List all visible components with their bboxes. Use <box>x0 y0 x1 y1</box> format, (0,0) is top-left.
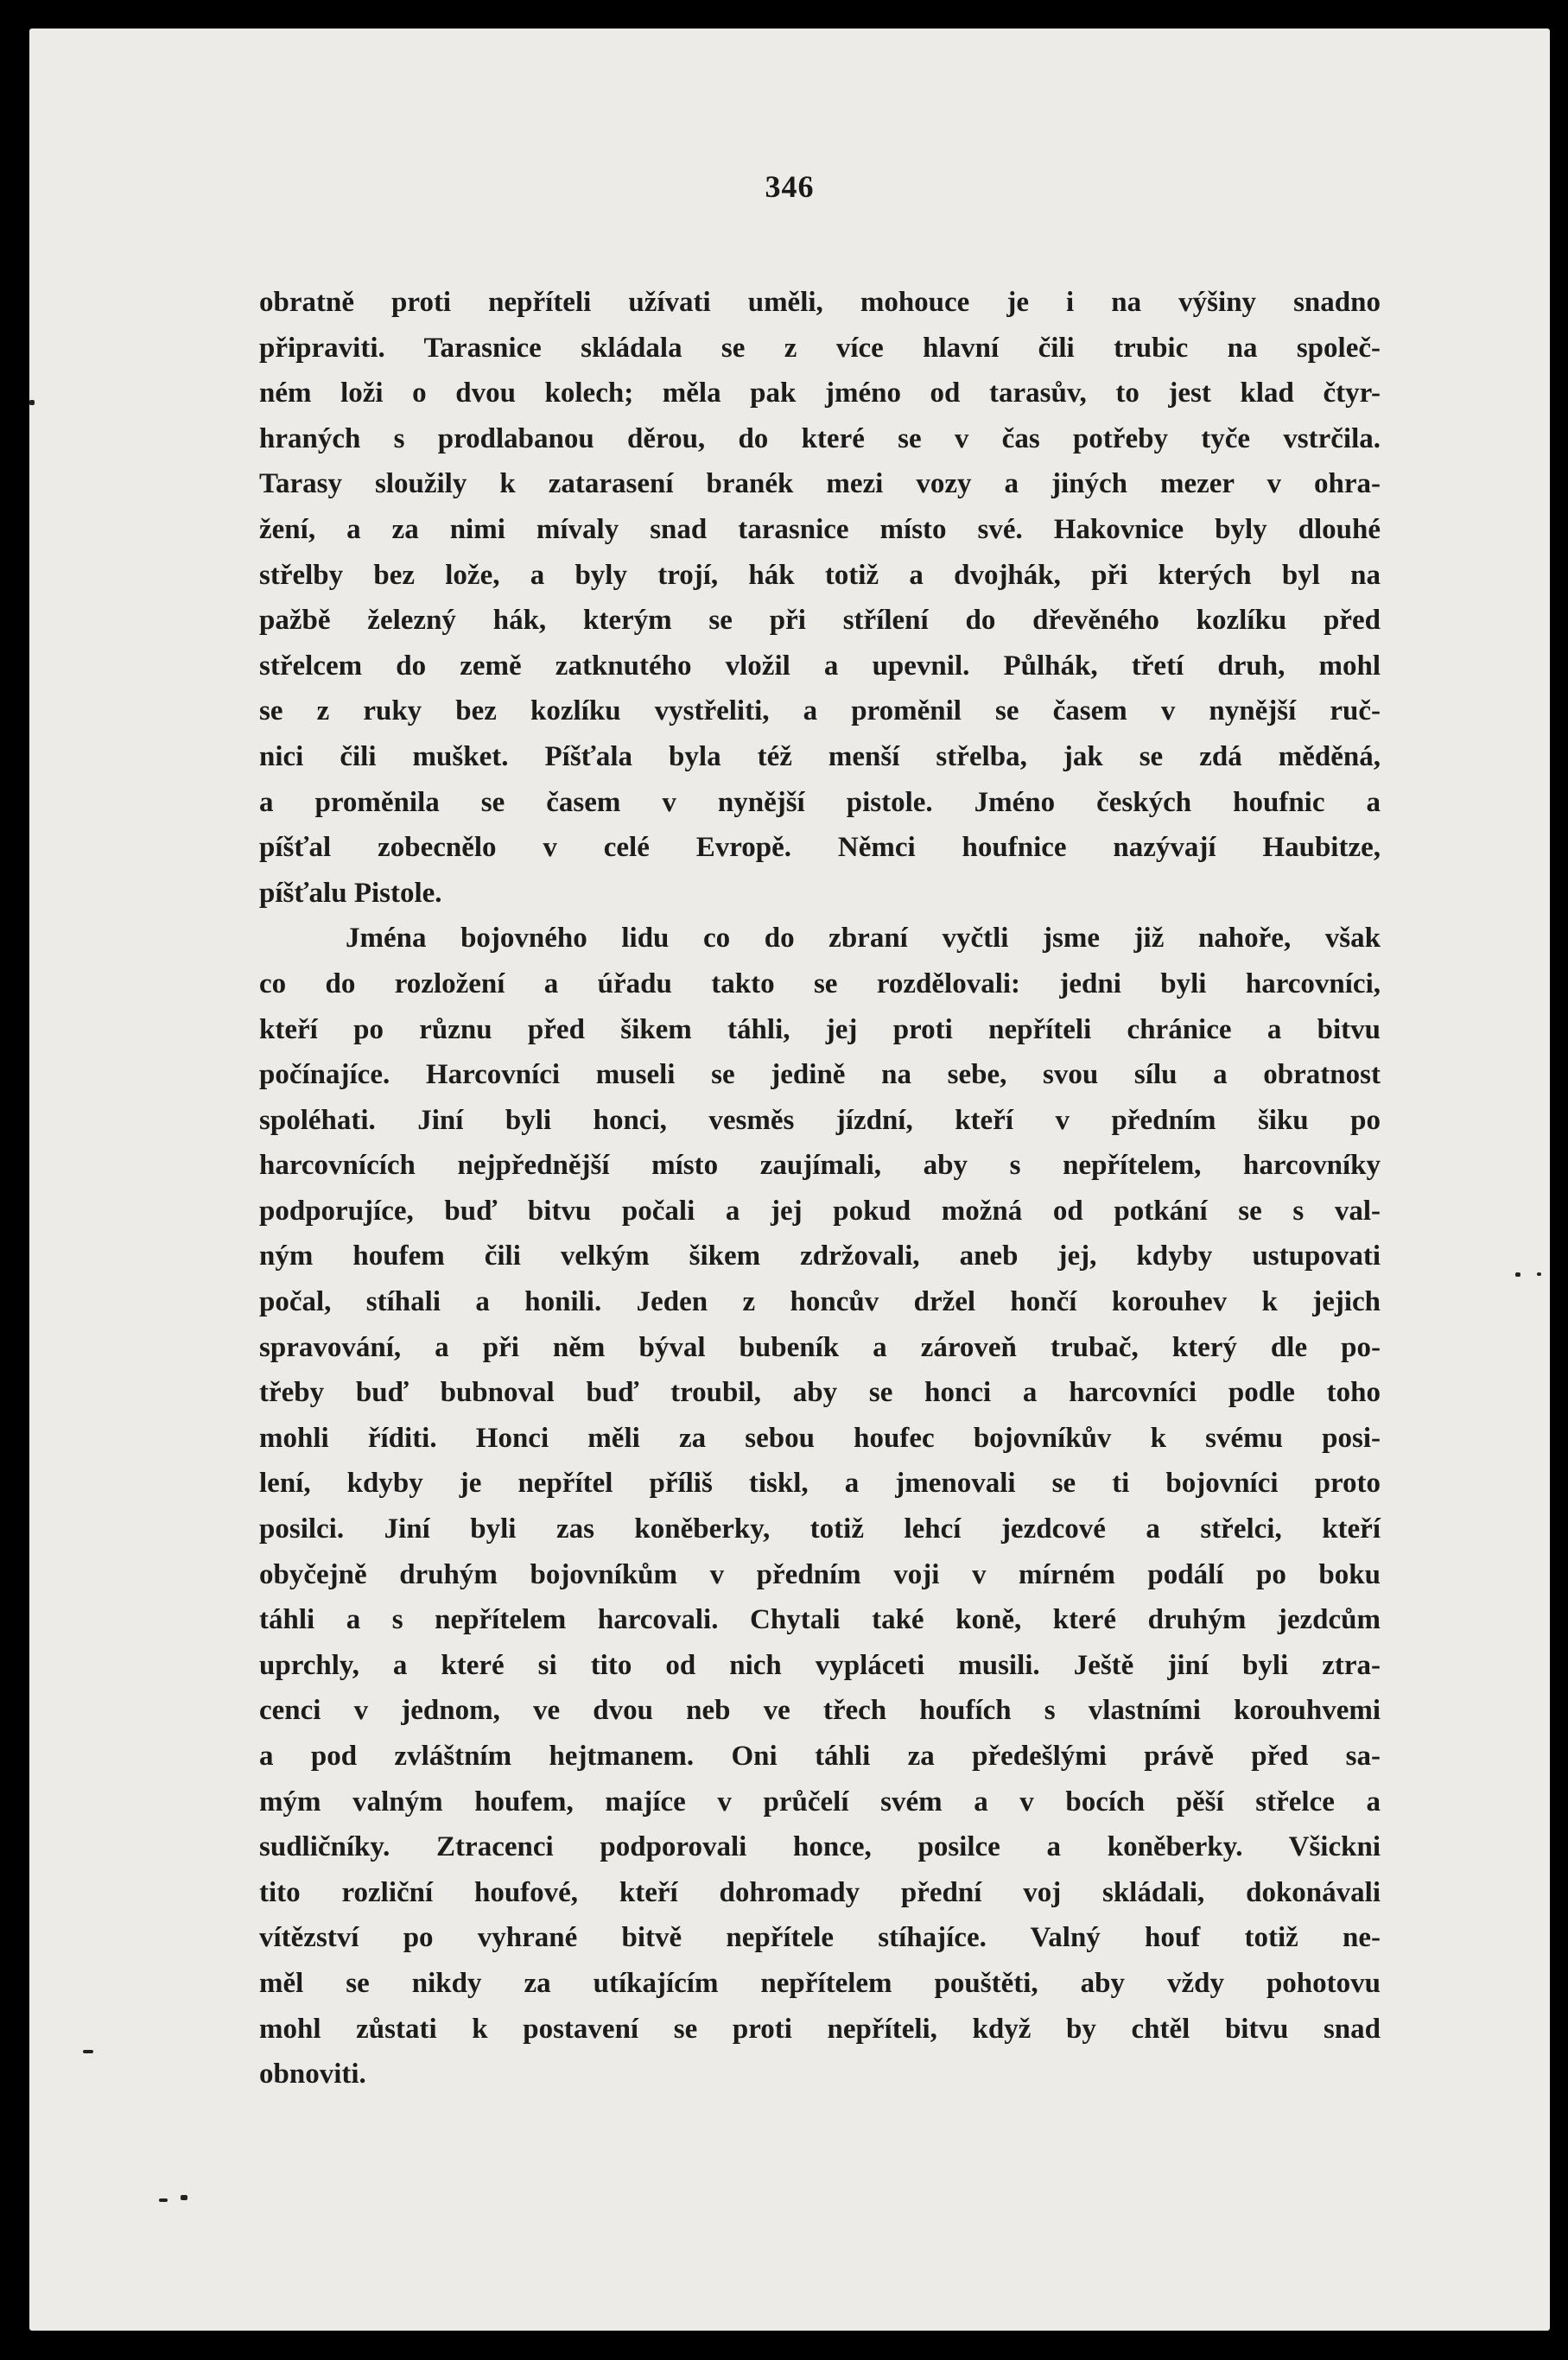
text-line: obratně proti nepříteli užívati uměli, mohouce je i na výšiny snadno <box>259 287 1381 318</box>
text-line: žení, a za nimi mívaly snad tarasnice místo své. Hakovnice byly dlouhé <box>259 513 1381 545</box>
text-line: pažbě železný hák, kterým se při střílení do dřevěného kozlíku před <box>259 605 1381 637</box>
text-line: táhli a s nepřítelem harcovali. Chytali také koně, které druhým jezdcům <box>259 1604 1381 1636</box>
text-line: spoléhati. Jiní byli honci, vesměs jízdní, kteří v předním šiku po <box>259 1104 1381 1136</box>
scan-speck <box>181 2195 187 2200</box>
text-line: obyčejně druhým bojovníkům v předním voji v mírném podálí po boku <box>259 1558 1381 1590</box>
text-line: uprchly, a které si tito od nich vypláceti musili. Ještě jiní byli ztra- <box>259 1649 1381 1681</box>
text-line: nici čili mušket. Píšťala byla též menší střelba, jak se zdá měděná, <box>259 740 1381 772</box>
scan-speck <box>1515 1272 1520 1277</box>
text-line: ným houfem čili velkým šikem zdržovali, aneb jej, kdyby ustupovati <box>259 1240 1381 1272</box>
text-line: cenci v jednom, ve dvou neb ve třech houfích s vlastními korouhvemi <box>259 1695 1381 1727</box>
scanned-page <box>29 29 1550 2331</box>
text-line: Jména bojovného lidu co do zbraní vyčtli jsme již nahoře, však <box>346 923 1381 955</box>
text-line: a proměnila se časem v nynější pistole. Jméno českých houfnic a <box>259 786 1381 818</box>
text-line: se z ruky bez kozlíku vystřeliti, a proměnil se časem v nynější ruč- <box>259 695 1381 727</box>
text-line: píšťal zobecnělo v celé Evropě. Němci houfnice nazývají Haubitze, <box>259 832 1381 864</box>
text-line: ném loži o dvou kolech; měla pak jméno od tarasův, to jest klad čtyr- <box>259 377 1381 409</box>
text-line: obnoviti. <box>259 2059 366 2090</box>
body-text <box>259 280 1381 2097</box>
text-line: třeby buď bubnoval buď troubil, aby se honci a harcovníci podle toho <box>259 1377 1381 1409</box>
scan-speck <box>83 2050 93 2053</box>
text-line: tito rozliční houfové, kteří dohromady přední voj skládali, dokonávali <box>259 1876 1381 1908</box>
text-line: mohli říditi. Honci měli za sebou houfec bojovníkův k svému posi- <box>259 1422 1381 1454</box>
text-line: a pod zvláštním hejtmanem. Oni táhli za předešlými právě před sa- <box>259 1741 1381 1772</box>
text-line: Tarasy sloužily k zatarasení branék mezi vozy a jiných mezer v ohra- <box>259 468 1381 500</box>
text-line: sudličníky. Ztracenci podporovali honce, posilce a koněberky. Všickni <box>259 1831 1381 1863</box>
text-line: střelby bez lože, a byly trojí, hák totiž a dvojhák, při kterých byl na <box>259 559 1381 591</box>
text-line: posilci. Jiní byli zas koněberky, totiž lehcí jezdcové a střelci, kteří <box>259 1513 1381 1545</box>
text-line: počal, stíhali a honili. Jeden z honcův držel hončí korouhev k jejich <box>259 1286 1381 1318</box>
text-line: píšťalu Pistole. <box>259 877 442 909</box>
text-line: mým valným houfem, majíce v průčelí svém a v bocích pěší střelce a <box>259 1786 1381 1818</box>
text-line: mohl zůstati k postavení se proti nepříteli, když by chtěl bitvu snad <box>259 2013 1381 2045</box>
text-line: kteří po různu před šikem táhli, jej proti nepříteli chránice a bitvu <box>259 1013 1381 1045</box>
text-line: lení, kdyby je nepřítel příliš tiskl, a jmenovali se ti bojovníci proto <box>259 1468 1381 1500</box>
text-line: vítězství po vyhrané bitvě nepřítele stíhajíce. Valný houf totiž ne- <box>259 1922 1381 1954</box>
scan-speck <box>159 2198 168 2202</box>
text-line: spravování, a při něm býval bubeník a zároveň trubač, který dle po- <box>259 1331 1381 1363</box>
text-line: harcovnících nejpřednější místo zaujímali, aby s nepřítelem, harcovníky <box>259 1150 1381 1182</box>
page-number: 346 <box>765 169 815 204</box>
scan-speck <box>1537 1272 1541 1276</box>
scan-speck <box>29 400 35 405</box>
text-line: podporujíce, buď bitvu počali a jej pokud možná od potkání se s val- <box>259 1195 1381 1227</box>
text-line: připraviti. Tarasnice skládala se z více hlavní čili trubic na společ- <box>259 332 1381 364</box>
text-line: měl se nikdy za utíkajícím nepřítelem pouštěti, aby vždy pohotovu <box>259 1967 1381 1999</box>
text-line: střelcem do země zatknutého vložil a upevnil. Půlhák, třetí druh, mohl <box>259 650 1381 682</box>
text-line: počínajíce. Harcovníci museli se jedině na sebe, svou sílu a obratnost <box>259 1059 1381 1091</box>
text-line: hraných s prodlabanou děrou, do které se v čas potřeby tyče vstrčila. <box>259 422 1381 454</box>
text-line: co do rozložení a úřadu takto se rozdělovali: jedni byli harcovníci, <box>259 967 1381 999</box>
